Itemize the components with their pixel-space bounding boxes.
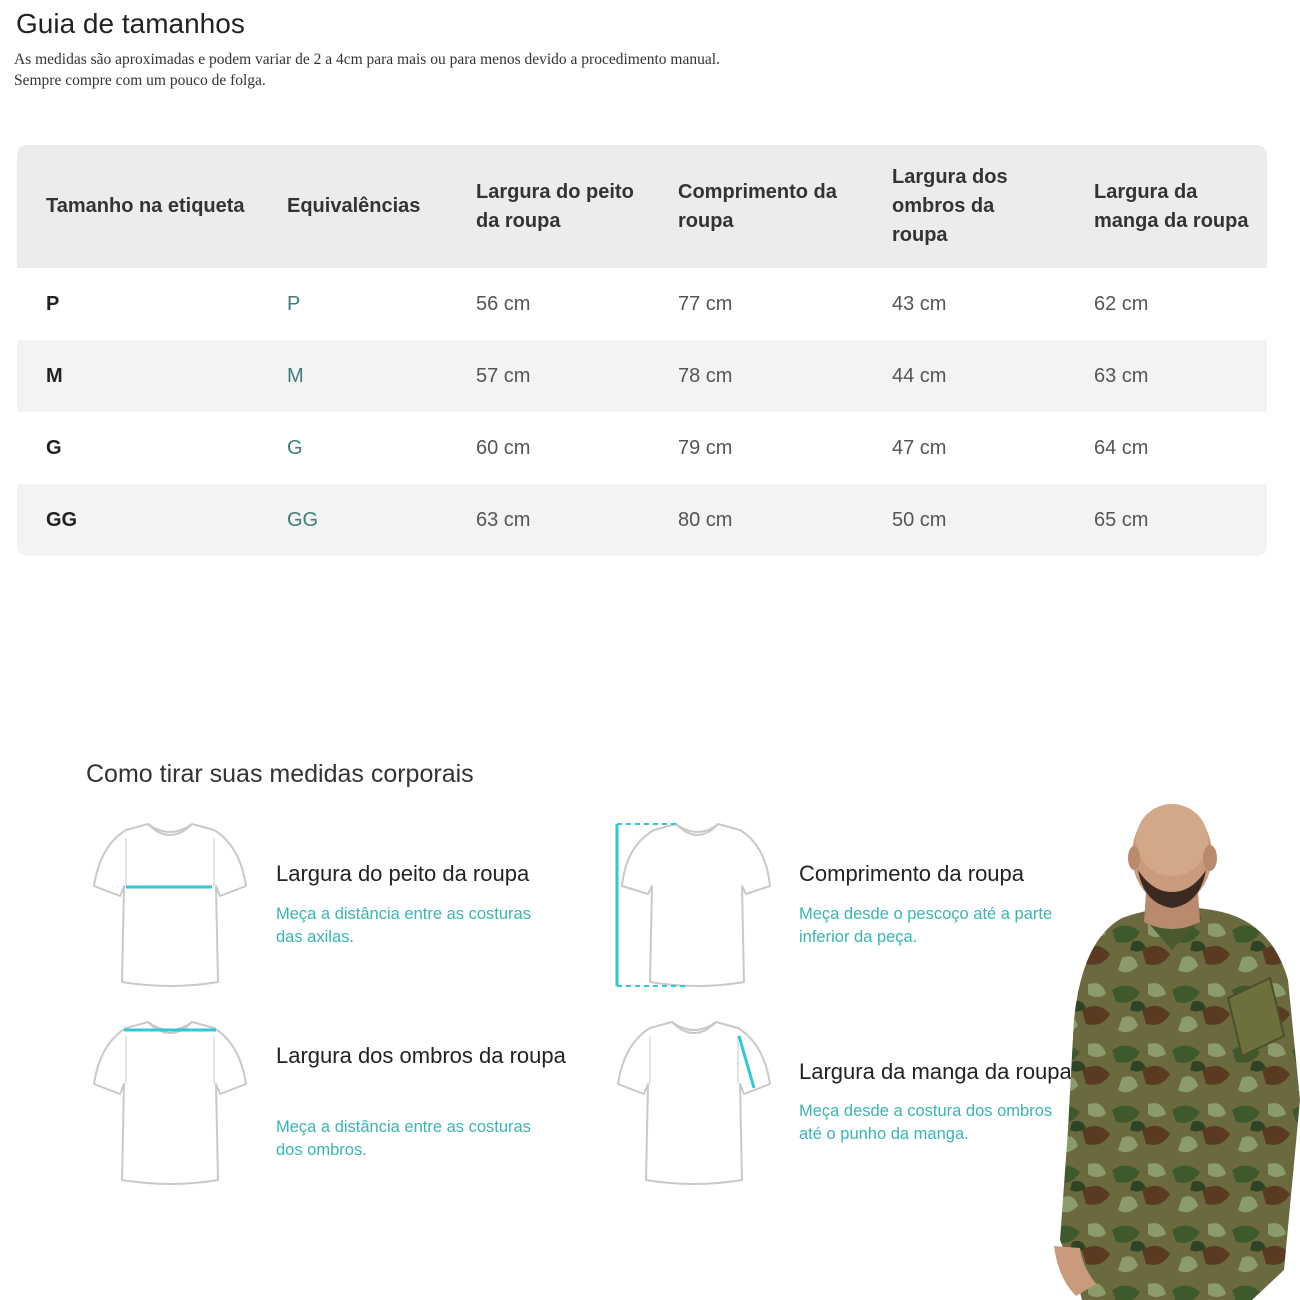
how-to-measure-title: Como tirar suas medidas corporais [86,760,474,788]
column-header-chest: Largura do peito da roupa [447,145,649,268]
table-row [17,412,1267,484]
desc-line: Meça a distância entre as costuras [276,1118,531,1136]
cell-equivalence: P [287,292,301,315]
table-row [17,484,1267,556]
cell-sleeve: 62 cm [1094,292,1149,315]
column-header-length: Comprimento da roupa [649,145,863,268]
cell-size: M [17,340,258,412]
table-row [17,268,1267,340]
column-header-size: Tamanho na etiqueta [17,145,258,268]
cell-length: 77 cm [678,292,733,315]
cell-chest: 57 cm [447,340,649,412]
tshirt-chest-icon [88,818,248,993]
cell-chest: 56 cm [476,292,531,315]
cell-equivalence: G [287,436,303,459]
tshirt-shoulders-icon [88,1016,248,1191]
cell-shoulders: 50 cm [863,484,1065,556]
subtitle-line-1: As medidas são aproximadas e podem variar de 2 a 4cm para mais ou para menos devido a procedimento manual. [14,51,720,68]
cell-length: 79 cm [678,436,733,459]
desc-line: Meça desde a costura dos ombros [799,1102,1053,1120]
model-camouflage-photo [1052,800,1300,1300]
desc-line: até o punho da manga. [799,1125,969,1143]
cell-size: GG [17,484,258,556]
page-title: Guia de tamanhos [16,8,245,39]
desc-line: das axilas. [276,928,354,946]
column-header-equivalence: Equivalências [258,145,447,268]
desc-line: Meça desde o pescoço até a parte [799,905,1053,923]
cell-size: P [46,292,60,315]
column-header-sleeve: Largura da manga da roupa [1065,145,1267,268]
table-header-row [17,145,1267,268]
measure-title-length: Comprimento da roupa [799,861,1025,886]
tshirt-length-icon [612,818,772,993]
measure-title-sleeve: Largura da manga da roupa [799,1059,1072,1084]
cell-size: G [46,436,62,459]
cell-length: 80 cm [649,484,863,556]
column-header-shoulders: Largura dos ombros da roupa [863,145,1065,268]
cell-shoulders: 43 cm [892,292,947,315]
measure-desc-chest [276,903,531,949]
desc-line: dos ombros. [276,1141,367,1159]
cell-chest: 63 cm [447,484,649,556]
tshirt-sleeve-icon [612,1016,772,1191]
measure-title-chest: Largura do peito da roupa [276,861,530,886]
desc-line: inferior da peça. [799,928,918,946]
cell-length: 78 cm [649,340,863,412]
cell-sleeve: 65 cm [1065,484,1267,556]
cell-equivalence: M [258,340,447,412]
subtitle-line-2: Sempre compre com um pouco de folga. [14,72,266,89]
cell-shoulders: 44 cm [863,340,1065,412]
measure-desc-shoulders [276,1116,531,1162]
cell-shoulders: 47 cm [892,436,947,459]
table-row [17,340,1267,412]
cell-equivalence: GG [258,484,447,556]
cell-chest: 60 cm [476,436,531,459]
measure-desc-sleeve [799,1100,1052,1146]
page-subtitle [14,49,720,91]
cell-sleeve: 63 cm [1065,340,1267,412]
measure-desc-length [799,903,1052,949]
cell-sleeve: 64 cm [1094,436,1149,459]
desc-line: Meça a distância entre as costuras [276,905,531,923]
size-table [17,145,1267,556]
measure-title-shoulders: Largura dos ombros da roupa [276,1043,566,1068]
